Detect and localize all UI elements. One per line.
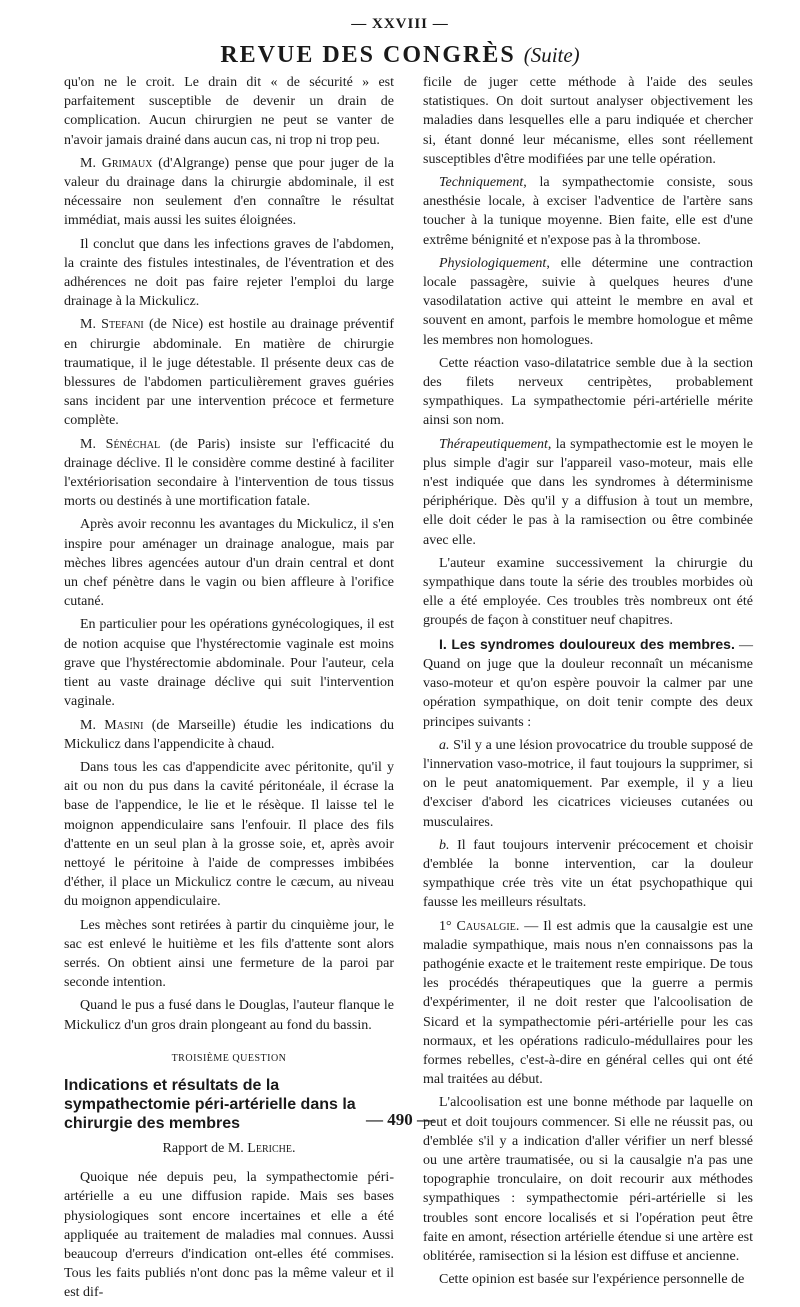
running-title-text: REVUE DES CONGRÈS — [220, 42, 516, 68]
section-title: I. Les syndromes douloureux des membres. — [439, 635, 735, 652]
paragraph — [64, 435, 394, 512]
section-heading — [423, 635, 753, 732]
paragraph-text: — Quand on juge que la douleur reconnaît un mécanisme vaso-moteur et qu'on espère pouvoir la calmer par une opération sympathique, on doit tenir compte des deux principes suivants : — [423, 637, 754, 730]
roman-folio: — XXVIII — — [351, 16, 449, 32]
speaker-name: M. Stefani — [80, 317, 144, 333]
paragraph-text: , elle détermine une contraction locale passagère, suivie à quelques heures d'une vasodilatation active qui atteint le membre en aval et souvent en amont, parfois le membre homologue et même les membres non homologues. — [423, 255, 753, 348]
paragraph-text: S'il y a une lésion provocatrice du trouble supposé de l'innervation vaso-motrice, il faut toujours la supprimer, si on le peut anatomiquement. Par exemple, il y a lieu d'exciser d'abord les cicatrices vicieuses cutanées ou musculaires. — [423, 737, 753, 830]
paragraph: L'alcoolisation est une bonne méthode par laquelle on peut et doit toujours commencer. Si elle ne réussit pas, ou d'emblée s'il y a indication d'aller vérifier un nerf blessé ou une artère traumatisée, ou si la causalgie n'a pas une topographie tronculaire, on doit recourir aux méthodes sympathiques : sympathectomie péri-artérielle si les troubles sont encore localisés et si l'opération peut être faite en amont, résection artérielle étendue si une artère est oblitérée, ramisection si la lésion est diffuse et ancienne. — [423, 1095, 753, 1264]
paragraph-text: (d'Algrange) pense que pour juger de la valeur du drainage dans la chirurgie abdominale, il est nécessaire non seulement d'en connaître le résultat immédiat, mais aussi les suites éloignées. — [64, 155, 394, 229]
paragraph — [423, 917, 753, 1090]
paragraph-text: Il faut toujours intervenir précocement et choisir d'emblée la bonne intervention, car la douleur sympathique crée très vite un état psychopathique qui fausse les meilleurs résultats. — [423, 837, 753, 911]
paragraph-text: (de Nice) est hostile au drainage préventif en chirurgie abdominale. En matière de chirurgie traumatique, il le juge détestable. Il présente deux cas de blessures de l'abdomen particulièrement graves guéries sans incident par une intervention précoce et fermeture complète. — [64, 317, 395, 429]
article-title: Indications et résultats de la sympathectomie péri-artérielle dans la chirurgie des membres — [64, 1076, 356, 1132]
paragraph — [64, 315, 394, 430]
report-author: Leriche — [247, 1140, 292, 1156]
running-title — [0, 42, 800, 69]
paragraph-text: , la sympathectomie est le moyen le plus simple d'agir sur l'appareil vaso-moteur, mais elle n'est indiquée que dans les syndromes à déterminisme périphérique. Dès qu'il y a diffusion à tout un membre, elle doit céder le pas à la ramisection ou être combinée avec elle. — [423, 436, 753, 548]
paragraph — [64, 716, 394, 754]
subsection-label: 1° Causalgie. — [439, 918, 520, 934]
paragraph: Après avoir reconnu les avantages du Mickulicz, il s'en inspire pour aménager un drainage analogue, mais par mèches libres agencées autour d'un drain central et dont un chef pénètre dans le vagin ou bien affleure à l'orifice cutané. — [64, 517, 394, 610]
report-suffix: . — [291, 1140, 296, 1156]
paragraph: Les mèches sont retirées à partir du cinquième jour, le sac est enlevé le huitième et les fils d'attente sont alors serrés. On obtient ainsi une fermeture de la paroi par seconde intention. — [64, 917, 394, 991]
paragraph-text: (de Marseille) étudie les indications du Mickulicz dans l'appendicite à chaud. — [64, 717, 395, 752]
running-title-suite: (Suite) — [523, 43, 580, 67]
speaker-name: M. Sénéchal — [80, 436, 161, 452]
paragraph-text: — Il est admis que la causalgie est une maladie sympathique, mais nous n'en connaissons pas la pathogénie exacte et le traitement reste empirique. De tous les procédés thérapeutiques que la guerre a permis d'expérimenter, il ne doit rester que l'alcoolisation de Sicard et la sympathectomie péri-artérielle pour les cas normaux, et les opérations radiculo-médullaires pour les formes rebelles, c'est-à-dire en général celles qui ont été mal traitées au début. — [423, 918, 753, 1088]
paragraph: Quoique née depuis peu, la sympathectomie péri-artérielle a eu une diffusion rapide. Mais ses bases physiologiques sont encore incertaines et elle a été appliquée au traitement de maladies mal connues. Aussi beaucoup d'erreurs d'indication ont-elles été commises. Tous les faits publiés n'ont donc pas la même valeur et il est dif- — [64, 1170, 394, 1301]
paragraph: qu'on ne le croit. Le drain dit « de sécurité » est parfaitement susceptible de devenir un drain de complication. Aucun chirurgien ne peut se vanter de n'avoir jamais drainé dans aucun cas, ni trop ni trop peu. — [64, 75, 394, 148]
paragraph — [423, 836, 753, 913]
emphasis: Thérapeutiquement — [439, 436, 548, 452]
list-letter: a. — [439, 737, 450, 753]
paragraph: En particulier pour les opérations gynécologiques, il est de notion acquise que l'hystérectomie vaginale est moins grave que l'hystérectomie abdominale. Pour l'auteur, cela tient au vaste drainage déclive qui suit l'intervention vaginale. — [64, 617, 394, 710]
paragraph-text: (de Paris) insiste sur l'efficacité du drainage déclive. Il le considère comme destiné à faciliter l'extériorisation secondaire à l'intervention de tous tissus morts ou destinés à une mortification fatale. — [64, 436, 394, 510]
list-letter: b. — [439, 837, 450, 853]
question-heading: TROISIÈME QUESTION — [171, 1052, 287, 1064]
paragraph — [423, 173, 753, 250]
paragraph — [64, 154, 394, 231]
report-byline — [64, 1139, 394, 1158]
emphasis: Physiologiquement — [439, 255, 547, 271]
paragraph: Cette réaction vaso-dilatatrice semble due à la section des filets nerveux centripètes, probablement sympathiques. La sympathectomie péri-artérielle mérite ainsi son nom. — [423, 355, 753, 429]
paragraph: Il conclut que dans les infections graves de l'abdomen, la crainte des fistules intestinales, de l'éventration et des adhérences ne doit pas faire rejeter l'emploi du large drainage à la Mickulicz. — [64, 236, 394, 310]
speaker-name: M. Grimaux — [80, 155, 153, 171]
paragraph — [423, 736, 753, 832]
paragraph: ficile de juger cette méthode à l'aide des seules statistiques. On doit surtout analyser objectivement les maladies dans lesquelles elle a paru indiquée et chercher si, étant donné leur mécanisme, elles sont réellement susceptibles d'être modifiées par une telle opération. — [423, 75, 753, 167]
emphasis: Techniquement — [439, 175, 524, 191]
paragraph: L'auteur examine successivement la chirurgie du sympathique dans toute la série des troubles morbides où elle a été employée. Ces troubles très nombreux ont été groupés de façon à constituer neuf chapitres. — [423, 555, 753, 629]
report-prefix: Rapport de M. — [162, 1140, 248, 1156]
paragraph-text: , la sympathectomie consiste, sous anesthésie locale, à exciser l'adventice de l'artère sans toucher à la tunique moyenne. Bien faite, elle est d'une extrême bénignité et n'expose pas à la thrombose. — [423, 175, 753, 248]
paragraph: Cette opinion est basée sur l'expérience personnelle de — [439, 1272, 745, 1288]
paragraph: Quand le pus a fusé dans le Douglas, l'auteur flanque le Mickulicz d'un gros drain plongeant au fond du bassin. — [64, 998, 394, 1033]
paragraph — [423, 254, 753, 350]
page-number: — 490 — — [366, 1110, 434, 1129]
speaker-name: M. Masini — [80, 717, 144, 733]
paragraph: Dans tous les cas d'appendicite avec péritonite, qu'il y ait ou non du pus dans la cavité péritonéale, il écrase la base de l'appendice, le lie et le résèque. Il laisse tel le moignon appendiculaire sans l'enfouir. Il place des fils d'attente en un seul plan à la grosse soie, et, après avoir nettoyé le péritoine à l'aide de compresses imbibées d'éther, il place un Mickulicz contre le cæcum, au niveau du moignon appendiculaire. — [64, 759, 394, 910]
paragraph — [423, 435, 753, 550]
